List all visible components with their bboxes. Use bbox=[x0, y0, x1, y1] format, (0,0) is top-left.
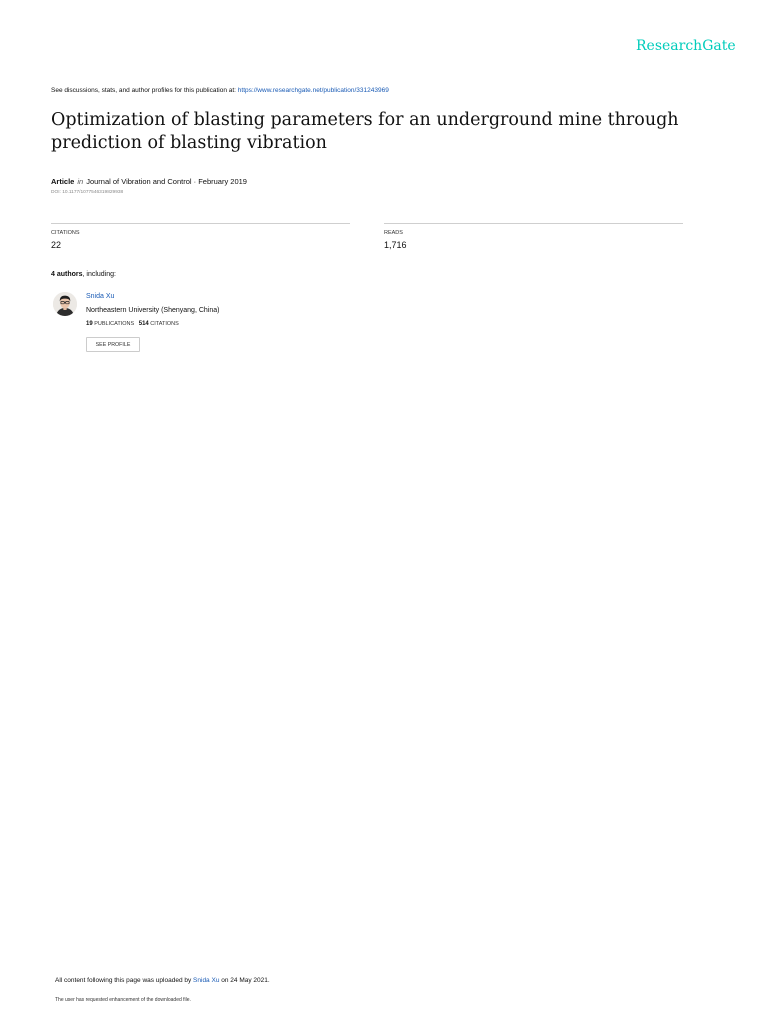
uploader-link[interactable]: Snida Xu bbox=[193, 977, 220, 984]
journal-date: Journal of Vibration and Control · February 2019 bbox=[86, 177, 247, 186]
discussion-notice bbox=[51, 87, 389, 94]
author-avatar[interactable] bbox=[53, 292, 77, 316]
article-title bbox=[51, 109, 691, 155]
discussion-prefix: See discussions, stats, and author profiles for this publication at: bbox=[51, 87, 238, 94]
article-doi: DOI: 10.1177/1077546319829938 bbox=[51, 190, 124, 195]
citations-value: 22 bbox=[51, 240, 62, 250]
author-publications-count: 19 bbox=[86, 321, 93, 327]
author-name-link[interactable]: Snida Xu bbox=[86, 293, 115, 300]
article-title-line-1: Optimization of blasting parameters for an underground mine through bbox=[51, 110, 679, 130]
authors-heading bbox=[51, 271, 116, 278]
authors-including: , including: bbox=[82, 271, 116, 278]
citations-label: CITATIONS bbox=[51, 230, 80, 236]
upload-notice bbox=[55, 977, 270, 984]
author-publications-label: PUBLICATIONS bbox=[94, 321, 135, 327]
uploaded-suffix: on 24 May 2021. bbox=[219, 977, 270, 984]
reads-value: 1,716 bbox=[384, 240, 407, 250]
author-institution: Northeastern University (Shenyang, China) bbox=[86, 307, 220, 314]
in-word: in bbox=[77, 177, 84, 186]
see-profile-button[interactable]: SEE PROFILE bbox=[86, 337, 140, 352]
authors-count: 4 authors bbox=[51, 271, 83, 278]
article-type: Article bbox=[51, 177, 75, 186]
author-citations-label: CITATIONS bbox=[150, 321, 179, 327]
reads-divider bbox=[384, 223, 683, 224]
citations-divider bbox=[51, 223, 350, 224]
author-photo-icon bbox=[53, 292, 77, 316]
enhancement-note: The user has requested enhancement of the downloaded file. bbox=[55, 997, 191, 1003]
researchgate-logo[interactable]: ResearchGate bbox=[636, 38, 736, 54]
publication-link[interactable]: https://www.researchgate.net/publication/331243969 bbox=[237, 87, 389, 94]
article-meta bbox=[51, 177, 247, 186]
author-stats bbox=[86, 321, 179, 327]
article-title-line-2: prediction of blasting vibration bbox=[51, 133, 327, 153]
reads-label: READS bbox=[384, 230, 403, 236]
uploaded-prefix: All content following this page was uploaded by bbox=[55, 977, 194, 984]
author-citations-count: 514 bbox=[138, 321, 149, 327]
